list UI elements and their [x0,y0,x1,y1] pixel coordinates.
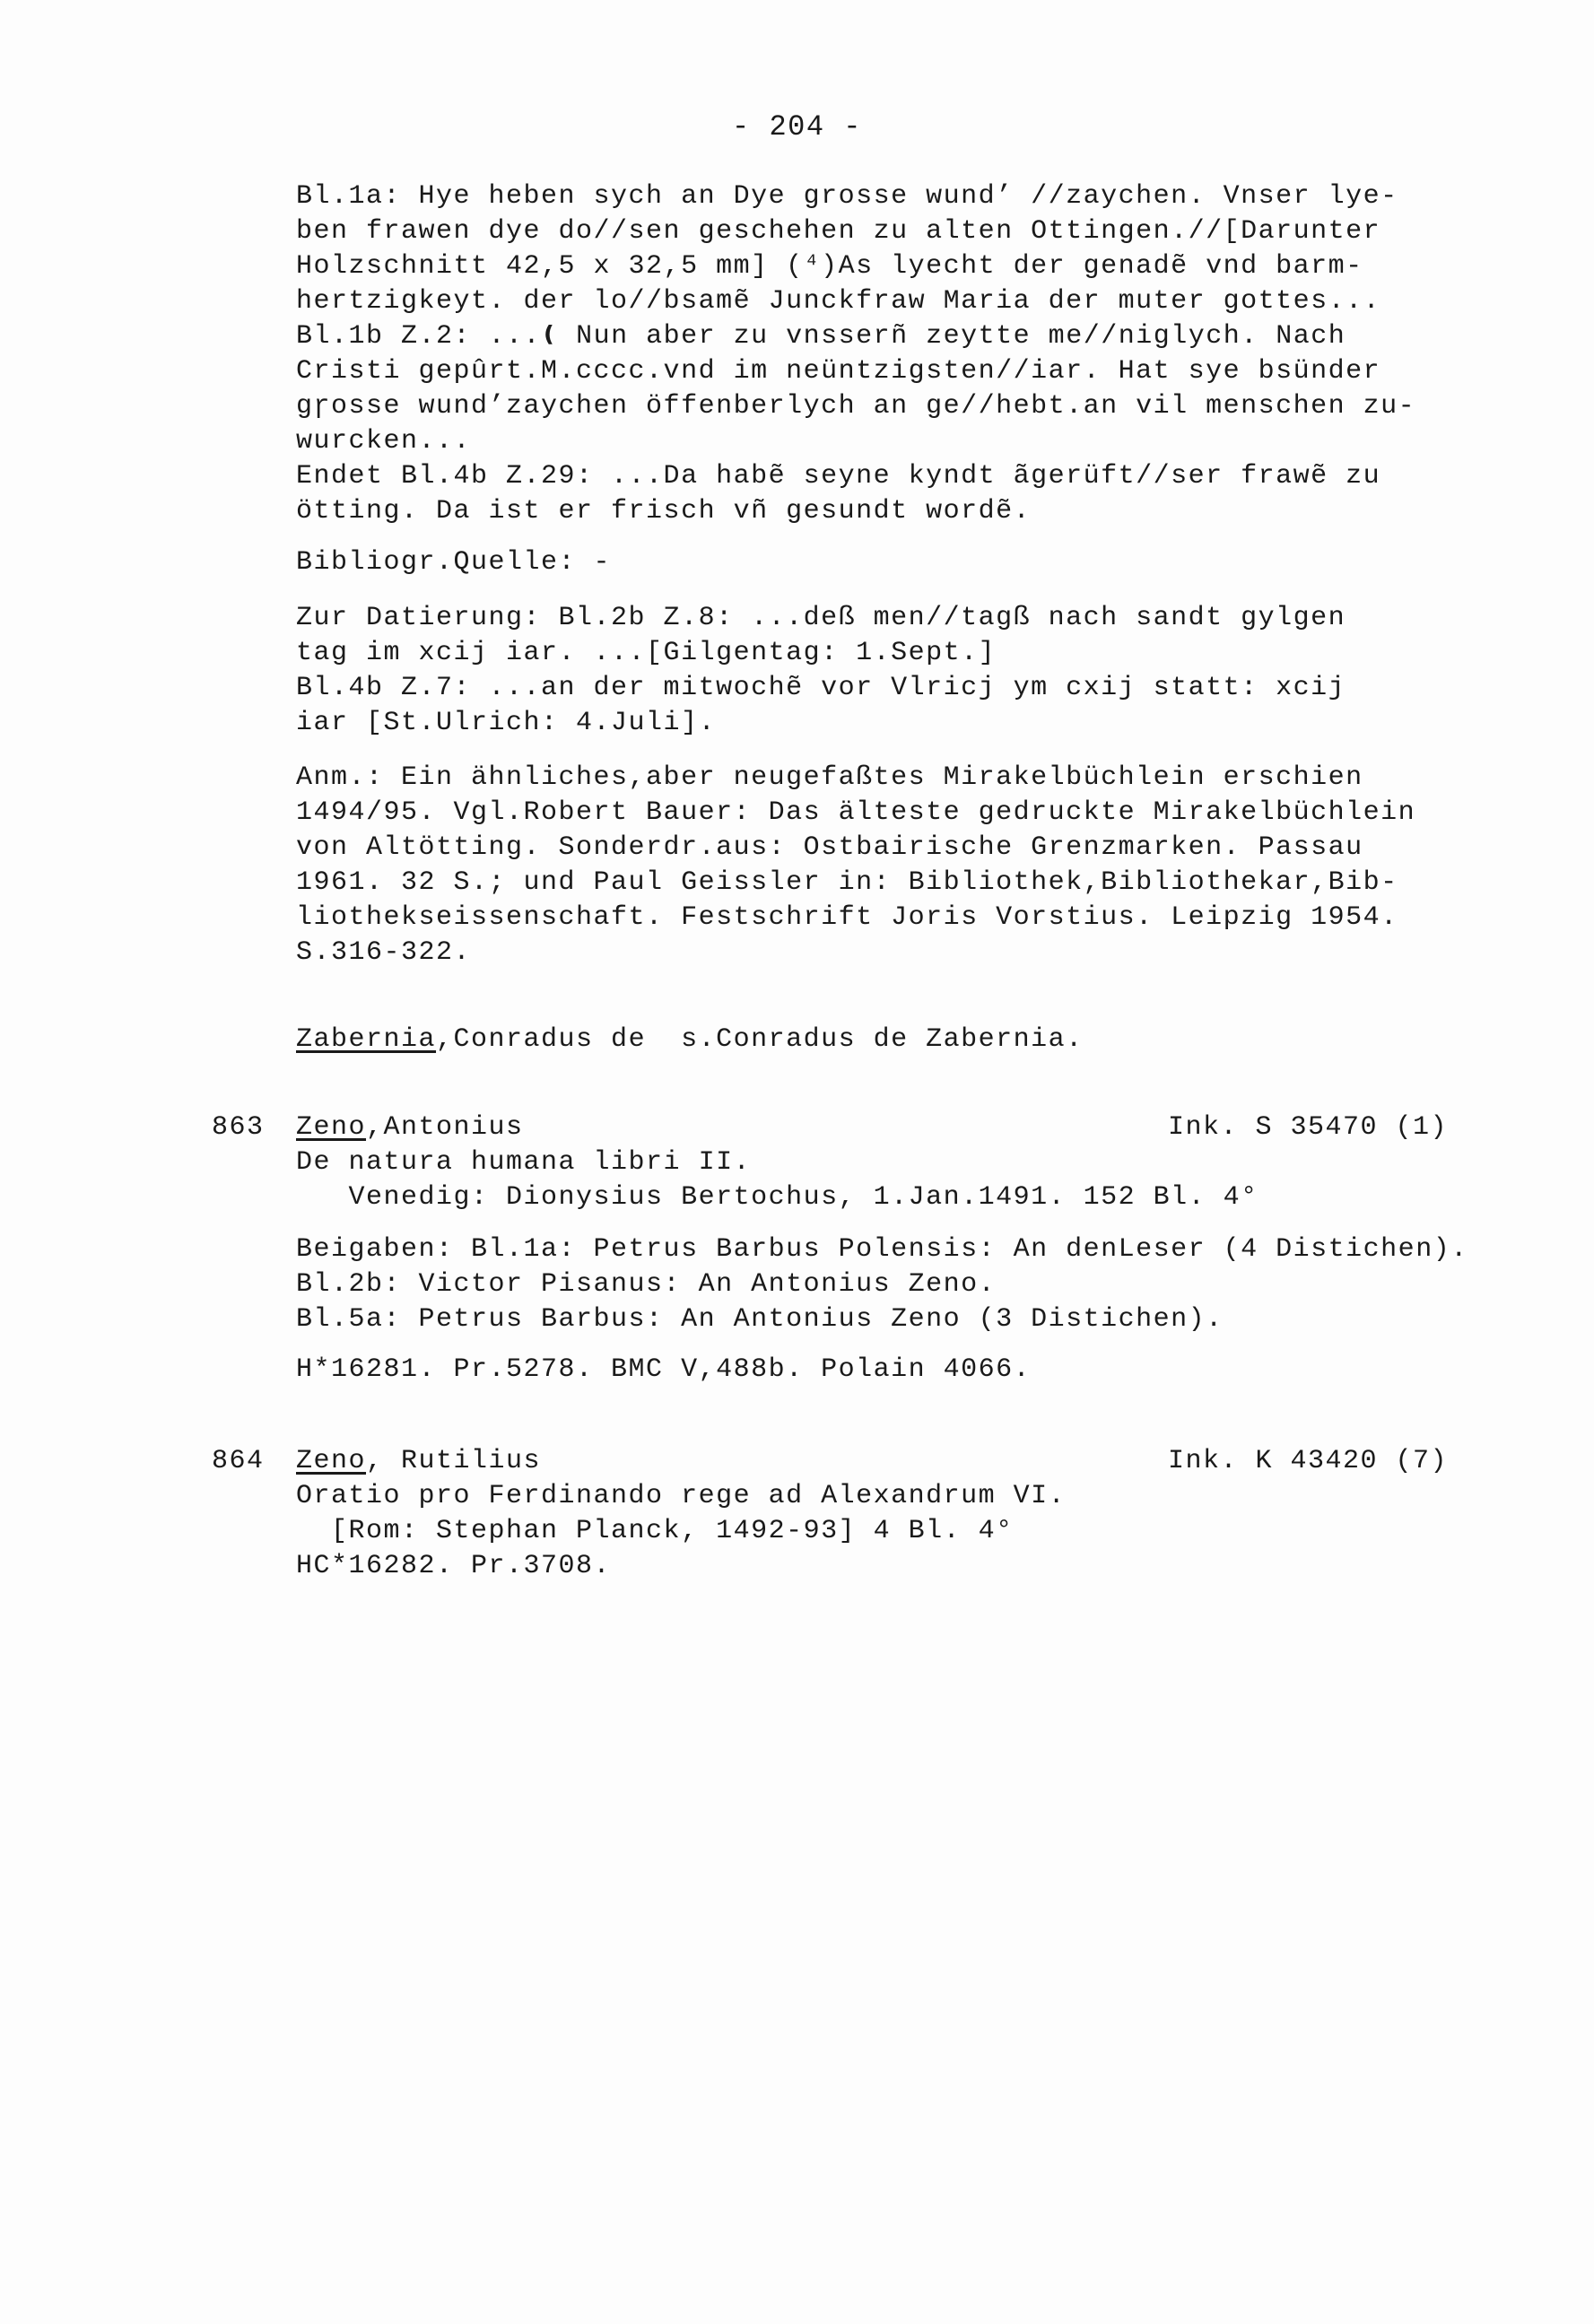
entry-number: 864 [212,1446,265,1476]
beigaben-line: Beigaben: Bl.1a: Petrus Barbus Polensis: An denLeser (4 Distichen). [296,1234,1468,1265]
cross-reference-heading: Zabernia [296,1024,437,1055]
entry-heading [296,1444,1516,1479]
cross-reference [296,1023,1516,1058]
cross-reference-line [296,1023,1516,1058]
annotation-note [296,761,1516,971]
text-line: 1961. 32 S.; und Paul Geissler in: Bibliothek,Bibliothekar,Bib- [296,867,1398,898]
page-number: - 204 - [732,110,862,144]
text-line: ötting. Da ist er frisch vñ gesundt wordẽ. [296,496,1032,527]
bibliographic-source [296,545,1516,580]
entry-heading [296,1110,1516,1145]
text-line: Anm.: Ein ähnliches,aber neugefaßtes Mirakelbüchlein erschien [296,762,1363,793]
text-line: Bl.1b Z.2: ...❪ Nun aber zu vnsserñ zeytte me//niglych. Nach [296,321,1346,352]
entry-863 [296,1110,1516,1215]
beigaben-line: Bl.2b: Victor Pisanus: An Antonius Zeno. [296,1269,997,1300]
text-line: Bl.4b Z.7: ...an der mitwochẽ vor Vlricj ym cxij statt: xcij [296,673,1346,703]
text-line: wurcken... [296,426,472,457]
text-line: gɼosse wund’zaychen öffenberlych an ge//hebt.an vil menschen zu- [296,391,1416,422]
reference-line: H*16281. Pr.5278. BMC V,488b. Polain 4066. [296,1354,1032,1385]
text-line: ben frawen dye do//sen geschehen zu alten Ottingen.//[Darunter [296,216,1381,247]
shelfmark: Ink. K 43420 (7) [1168,1446,1449,1476]
entry-title: De natura humana libri II. [296,1147,752,1178]
text-line: tag im xcij iar. ...[Gilgentag: 1.Sept.] [296,638,997,668]
dating-note [296,601,1516,741]
entry-863-references [296,1353,1516,1388]
entry-864 [296,1444,1516,1584]
text-line: 1494/95. Vgl.Robert Bauer: Das älteste gedruckte Mirakelbüchlein [296,797,1416,828]
text-line: hertzigkeyt. der lo//bsamẽ Junckfraw Maria der muter gottes... [296,286,1381,317]
shelfmark: Ink. S 35470 (1) [1168,1112,1449,1143]
text-line: S.316-322. [296,937,472,968]
author-forename: , Rutilius [366,1446,542,1476]
author-forename: ,Antonius [366,1112,524,1143]
text-line: iar [St.Ulrich: 4.Juli]. [296,708,717,738]
text-line: Holzschnitt 42,5 x 32,5 mm] (⁴)As lyecht der genadẽ vnd barm- [296,251,1363,282]
text-line: Endet Bl.4b Z.29: ...Da habẽ seyne kyndt ãgerüft//ser frawẽ zu [296,461,1381,492]
text-line: von Altötting. Sonderdr.aus: Ostbairische Grenzmarken. Passau [296,832,1363,863]
cross-reference-text: ,Conradus de s.Conradus de Zabernia. [436,1024,1084,1055]
author-surname: Zeno [296,1112,367,1143]
text-line: Bl.1a: Hye heben sych an Dye grosse wund’ //zaychen. Vnser lye- [296,181,1398,212]
text-line: liothekseissenschaft. Festschrift Joris Vorstius. Leipzig 1954. [296,902,1398,933]
entry-863-beigaben [296,1232,1516,1337]
entry-imprint: Venedig: Dionysius Bertochus, 1.Jan.1491. 152 Bl. 4° [296,1182,1259,1213]
beigaben-line: Bl.5a: Petrus Barbus: An Antonius Zeno (3 Distichen). [296,1304,1224,1335]
entry-continuation [296,179,1516,529]
author-surname: Zeno [296,1446,367,1476]
reference-line: HC*16282. Pr.3708. [296,1551,612,1581]
entry-imprint: [Rom: Stephan Planck, 1492-93] 4 Bl. 4° [296,1516,1014,1546]
entry-number: 863 [212,1112,265,1143]
bibliogr-line: Bibliogr.Quelle: - [296,547,612,578]
text-line: Zur Datierung: Bl.2b Z.8: ...deß men//tagß nach sandt gylgen [296,603,1346,633]
text-line: Cristi gepûrt.M.cccc.vnd im neüntzigsten//iar. Hat sye bsünder [296,356,1381,387]
entry-title: Oratio pro Ferdinando rege ad Alexandrum VI. [296,1481,1067,1511]
